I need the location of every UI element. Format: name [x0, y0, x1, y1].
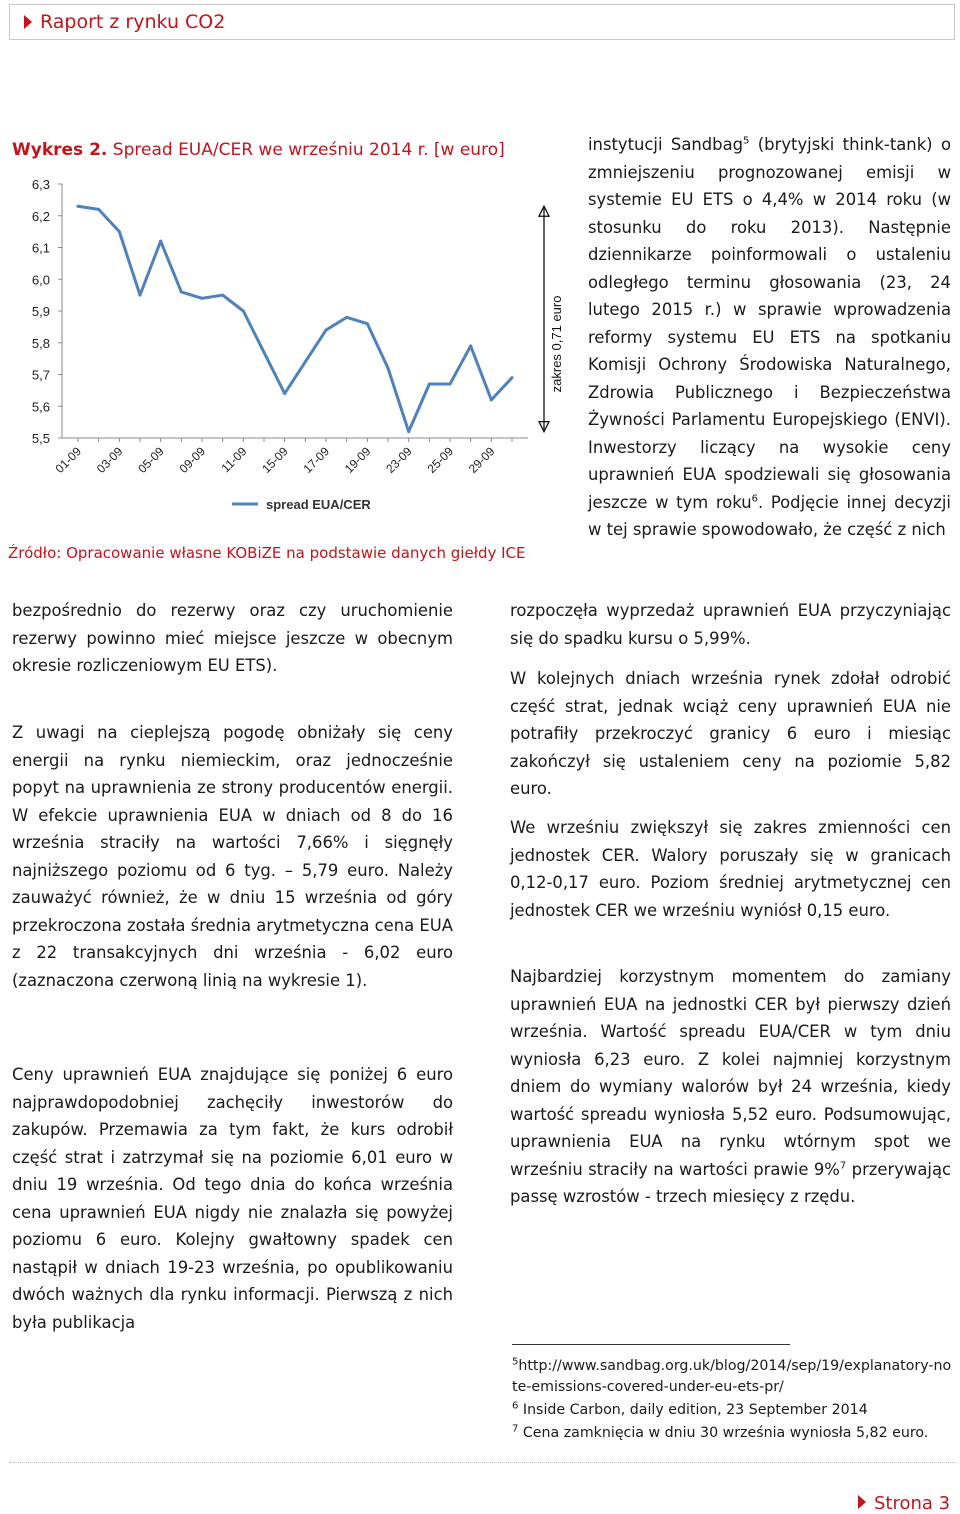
data-point [325, 329, 328, 332]
left-paragraph-2: Z uwagi na cieplejszą pogodę obniżały się ceny energii na rynku niemieckim, oraz jednocześnie popyt na uprawnienia ze strony producentów energii. W efekcie uprawnienia EUA w dniach od 8 do 16 września straciły na wartości 7,66% i sięgnęły najniższego poziomu od 6 tyg. – 5,79 euro. Należy zauważyć również, że w dniu 15 września od góry przekroczona została średnia arytmetyczna cena EUA z 22 transakcyjnych dni września - 6,02 euro (zaznaczona czerwoną linią na wykresie 1). [12, 723, 453, 990]
text-run: (brytyjski think-tank) o zmniejszeniu prognozowanej emisji w systemie EU ETS o 4,4% w 2014 roku (w stosunku do roku 2013). Następnie dziennikarze poinformowali o ustaleniu odległego terminu głosowania (23, 24 lutego 2015 r.) w sprawie wprowadzenia reformy systemu EU ETS na spotkaniu Komisji Ochrony Środowiska Naturalnego, Zdrowia Publicznego i Bezpieczeństwa Żywności Parlamentu Europejskiego (ENVI). Inwestorzy liczący na wysokie ceny uprawnień EUA spodziewali się głosowania jeszcze w tym roku [588, 135, 951, 512]
x-tick-label: 05-09 [135, 444, 167, 476]
x-tick-label: 17-09 [300, 444, 333, 476]
x-tick-label: 23-09 [383, 444, 415, 476]
data-point [449, 383, 452, 386]
x-tick-label: 11-09 [218, 444, 250, 476]
right-paragraph-1: rozpoczęła wyprzedaż uprawnień EUA przyczyniając się do spadku kursu o 5,99%. [510, 601, 951, 648]
chevron-right-icon [858, 1495, 866, 1509]
data-point [283, 392, 286, 395]
left-paragraph-3: Ceny uprawnień EUA znajdujące się poniżej 6 euro najprawdopodobniej zachęciły inwestorów do zakupów. Przemawia za tym fakt, że kurs odrobił część strat i zatrzymał się na poziomie 6,01 euro w dniu 19 września. Od tego dnia do końca września cena uprawnień EUA nigdy nie znalazła się powyżej poziomu 6 euro. Kolejny gwałtowny spadek cen nastąpił w dniach 19-23 września, po opublikowaniu dwóch ważnych dla rynku informacji. Pierwszą z nich była publikacja [12, 1065, 453, 1332]
y-tick-label: 6,1 [31, 240, 50, 256]
data-point [221, 294, 224, 297]
right-paragraph-2: W kolejnych dniach września rynek zdołał odrobić część strat, jednak wciąż ceny uprawnień EUA nie potrafiły przekroczyć granicy 6 euro i miesiąc zakończył się ustaleniem ceny na poziomie 5,82 euro. [510, 669, 951, 798]
data-point [263, 351, 266, 354]
text-run: przerywając passę wzrostów - trzech miesięcy z rzędu. [510, 1159, 951, 1206]
data-point [387, 367, 390, 370]
y-tick-label: 6,2 [31, 208, 50, 224]
x-tick-label: 15-09 [259, 444, 291, 476]
x-tick-label: 19-09 [341, 444, 374, 476]
report-header [9, 4, 955, 40]
y-tick-label: 5,8 [31, 335, 50, 351]
footnote-number: 5 [512, 1356, 519, 1368]
data-point [511, 376, 514, 379]
footnote-7 [512, 1423, 952, 1444]
spread-line-chart [8, 170, 564, 520]
chart-number: Wykres 2. [12, 140, 108, 160]
chart-title-text: Spread EUA/CER we wrześniu 2014 r. [w euro] [107, 140, 505, 160]
left-paragraph-1: bezpośrednio do rezerwy oraz czy uruchomienie rezerwy powinno mieć miejsce jeszcze w obecnym okresie rozliczeniowym EU ETS). [12, 601, 453, 675]
data-point [180, 290, 183, 293]
range-annotation: zakres 0,71 euro [549, 295, 564, 393]
legend-label: spread EUA/CER [266, 497, 371, 512]
x-tick-label: 01-09 [52, 444, 85, 476]
data-point [469, 344, 472, 347]
footnote-ref-7: 7 [839, 1160, 847, 1172]
footnote-text: Inside Carbon, daily edition, 23 September 2014 [518, 1402, 868, 1418]
footnote-ref-5: 5 [743, 135, 750, 147]
report-title: Raport z rynku CO2 [40, 11, 226, 33]
footer-divider [9, 1462, 955, 1463]
footnote-number: 6 [512, 1400, 519, 1412]
chevron-right-icon [24, 15, 32, 29]
right-paragraph-3: We wrześniu zwiększył się zakres zmienności cen jednostek CER. Walory poruszały się w granicach 0,12-0,17 euro. Poziom średniej arytmetycznej cen jednostek CER we wrześniu wyniósł 0,15 euro. [510, 818, 951, 920]
x-tick-label: 03-09 [93, 444, 126, 476]
data-point [345, 316, 348, 319]
series-line [78, 206, 512, 431]
right-top-paragraph [588, 131, 951, 544]
x-tick-label: 29-09 [465, 444, 498, 476]
footnote-6 [512, 1400, 952, 1421]
y-tick-label: 5,7 [31, 367, 50, 383]
data-point [97, 208, 100, 211]
data-point [242, 310, 245, 313]
data-point [407, 430, 410, 433]
text-run: Najbardziej korzystnym momentem do zamiany uprawnień EUA na jednostki CER był pierwszy dzień września. Wartość spreadu EUA/CER w tym dniu wyniosła 6,23 euro. Z kolei najmniej korzystnym dniem do wymiany walorów był 24 września, kiedy wartość spreadu wyniosła 5,52 euro. Podsumowując, uprawnienia EUA na rynku wtórnym spot we wrześniu straciły na wartości prawie 9% [510, 967, 951, 1179]
text-run: . Podjęcie innej decyzji w tej sprawie spowodowało, że część z nich [588, 492, 951, 539]
x-tick-label: 09-09 [176, 444, 209, 476]
footnote-ref-6: 6 [751, 493, 759, 505]
footnote-5 [512, 1356, 952, 1398]
footnote-separator [512, 1344, 790, 1345]
y-tick-label: 5,6 [31, 399, 50, 415]
data-point [77, 205, 80, 208]
chart-source: Źródło: Opracowanie własne KOBiZE na podstawie danych giełdy ICE [8, 544, 526, 562]
y-tick-label: 6,0 [31, 272, 50, 288]
footnote-number: 7 [512, 1423, 519, 1435]
y-tick-label: 5,9 [31, 304, 50, 319]
page-number-text: Strona 3 [874, 1493, 951, 1514]
footnote-link[interactable]: http://www.sandbag.org.uk/blog/2014/sep/19/explanatory-note-emissions-covered-under-eu-ets-pr/ [512, 1358, 952, 1395]
data-point [428, 383, 431, 386]
data-point [159, 240, 162, 243]
text-run: instytucji Sandbag [588, 135, 744, 154]
data-point [304, 360, 307, 363]
x-tick-label: 25-09 [424, 444, 457, 476]
data-point [118, 230, 121, 233]
right-paragraph-4 [510, 963, 951, 1211]
data-point [490, 398, 493, 401]
y-tick-label: 6,3 [31, 177, 50, 192]
data-point [366, 322, 369, 325]
y-tick-label: 5,5 [31, 431, 50, 446]
data-point [139, 294, 142, 297]
page-number [858, 1493, 950, 1514]
data-point [201, 297, 204, 300]
chart-title [12, 140, 505, 160]
footnote-text: Cena zamknięcia w dniu 30 września wyniosła 5,82 euro. [518, 1425, 929, 1441]
